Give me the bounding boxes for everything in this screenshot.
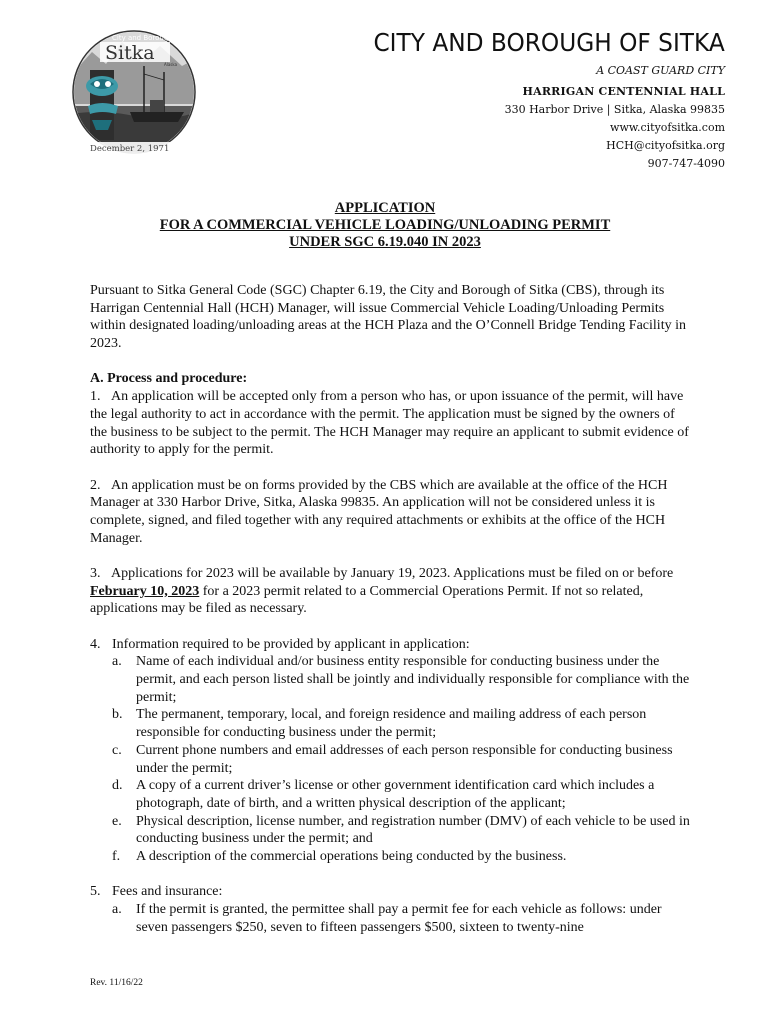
sub-letter: a. (112, 654, 122, 670)
deadline-date: February 10, 2023 (90, 583, 200, 599)
email-link[interactable]: HCH@cityofsitka.org (606, 139, 725, 152)
list-item (90, 848, 690, 866)
item-3-number: 3. (90, 565, 101, 581)
sub-text: A copy of a current driver’s license or other government identification card which includes a photograph, date of birth, and a written physical description of the applicant; (136, 778, 655, 811)
item-1-number: 1. (90, 389, 101, 405)
list-item (90, 901, 690, 936)
item-5-sublist (90, 901, 690, 936)
city-subtitle: A COAST GUARD CITY (596, 64, 725, 77)
list-item (90, 813, 690, 848)
item-5-text: Fees and insurance: (112, 884, 223, 900)
letterhead (347, 28, 725, 173)
sub-letter: c. (112, 742, 122, 758)
title-line-2: FOR A COMMERCIAL VEHICLE LOADING/UNLOADING PERMIT (159, 217, 611, 233)
sub-text: Current phone numbers and email addresses of each person responsible for conducting business under the permit; (136, 742, 673, 776)
item-1-text: An application will be accepted only from a person who has, or upon issuance of the permit, will have the legal authority to act in accordance with the permit. The application must be signed by the owners of the business to be subject to the permit. The HCH Manager may require an applicant to submit evidence of authority to apply for the permit. (90, 389, 689, 458)
list-item (90, 706, 690, 741)
sub-letter: e. (112, 813, 122, 829)
list-item (90, 653, 690, 706)
sub-text: Name of each individual and/or business entity responsible for conducting business under the permit, and each person listed shall be jointly and individually responsible for compliance with the permit; (136, 654, 690, 705)
sub-text: If the permit is granted, the permittee shall pay a permit fee for each vehicle as follows: under seven passengers $250, seven to fifteen passengers $500, sixteen to twenty-nine (136, 902, 662, 935)
sub-letter: b. (112, 707, 123, 723)
sub-letter: d. (112, 778, 123, 794)
city-seal-logo (72, 14, 197, 174)
seal-date-text: December 2, 1971 (90, 144, 170, 154)
sub-text: Physical description, license number, and registration number (DMV) of each vehicle to be used in conducting business under the permit; and (136, 813, 690, 847)
item-4-sublist (90, 653, 690, 865)
sub-letter: a. (112, 902, 122, 918)
document-body (90, 282, 690, 936)
item-3-text-pre: Applications for 2023 will be available by January 19, 2023. Applications must be filed on or before (111, 565, 674, 581)
seal-name-text: Sitka (105, 42, 155, 64)
item-3 (90, 565, 690, 618)
item-4 (90, 636, 690, 866)
seal-state-text: Alaska (164, 62, 178, 67)
section-a (90, 370, 690, 459)
item-2-number: 2. (90, 477, 101, 493)
sub-text: A description of the commercial operations being conducted by the business. (136, 849, 567, 865)
list-item (90, 742, 690, 777)
street-address: 330 Harbor Drive | Sitka, Alaska 99835 (504, 103, 725, 116)
sub-text: The permanent, temporary, local, and foreign residence and mailing address of each person responsible for conducting business under the permit; (136, 707, 647, 741)
intro-paragraph: Pursuant to Sitka General Code (SGC) Chapter 6.19, the City and Borough of Sitka (CBS), through its Harrigan Centennial Hall (HCH) Manager, will issue Commercial Vehicle Loading/Unloading Permits within designated loading/unloading areas at the HCH Plaza and the O’Connell Bridge Tending Facility in 2023. (90, 283, 686, 352)
sub-letter: f. (112, 849, 121, 865)
list-item (90, 777, 690, 812)
section-a-heading: A. Process and procedure: (90, 371, 248, 387)
item-3-text-post: for a 2023 permit related to a Commercial Operations Permit. If not so related, applications may be filed as necessary. (90, 583, 644, 617)
item-4-text: Information required to be provided by applicant in application: (112, 636, 470, 652)
item-2 (90, 477, 690, 548)
revision-footer: Rev. 11/16/22 (90, 978, 143, 988)
item-5 (90, 883, 690, 936)
phone-number: 907-747-4090 (647, 157, 725, 170)
item-2-text: An application must be on forms provided by the CBS which are available at the office of the HCH Manager at 330 Harbor Drive, Sitka, Alaska 99835. An application will not be considered unless it is complete, signed, and filed together with any required attachments or exhibits at the office of the HCH Manager. (90, 477, 668, 546)
city-name: CITY AND BOROUGH OF SITKA (373, 28, 725, 57)
website-link[interactable]: www.cityofsitka.com (610, 121, 725, 134)
item-5-number: 5. (90, 884, 101, 900)
title-line-1: APPLICATION (334, 200, 436, 216)
seal-top-text: City and Borough of (112, 34, 182, 42)
building-name: HARRIGAN CENTENNIAL HALL (522, 85, 725, 98)
title-line-3: UNDER SGC 6.19.040 IN 2023 (289, 234, 481, 250)
item-4-number: 4. (90, 636, 101, 652)
document-title (0, 200, 770, 251)
contact-block (347, 83, 725, 173)
